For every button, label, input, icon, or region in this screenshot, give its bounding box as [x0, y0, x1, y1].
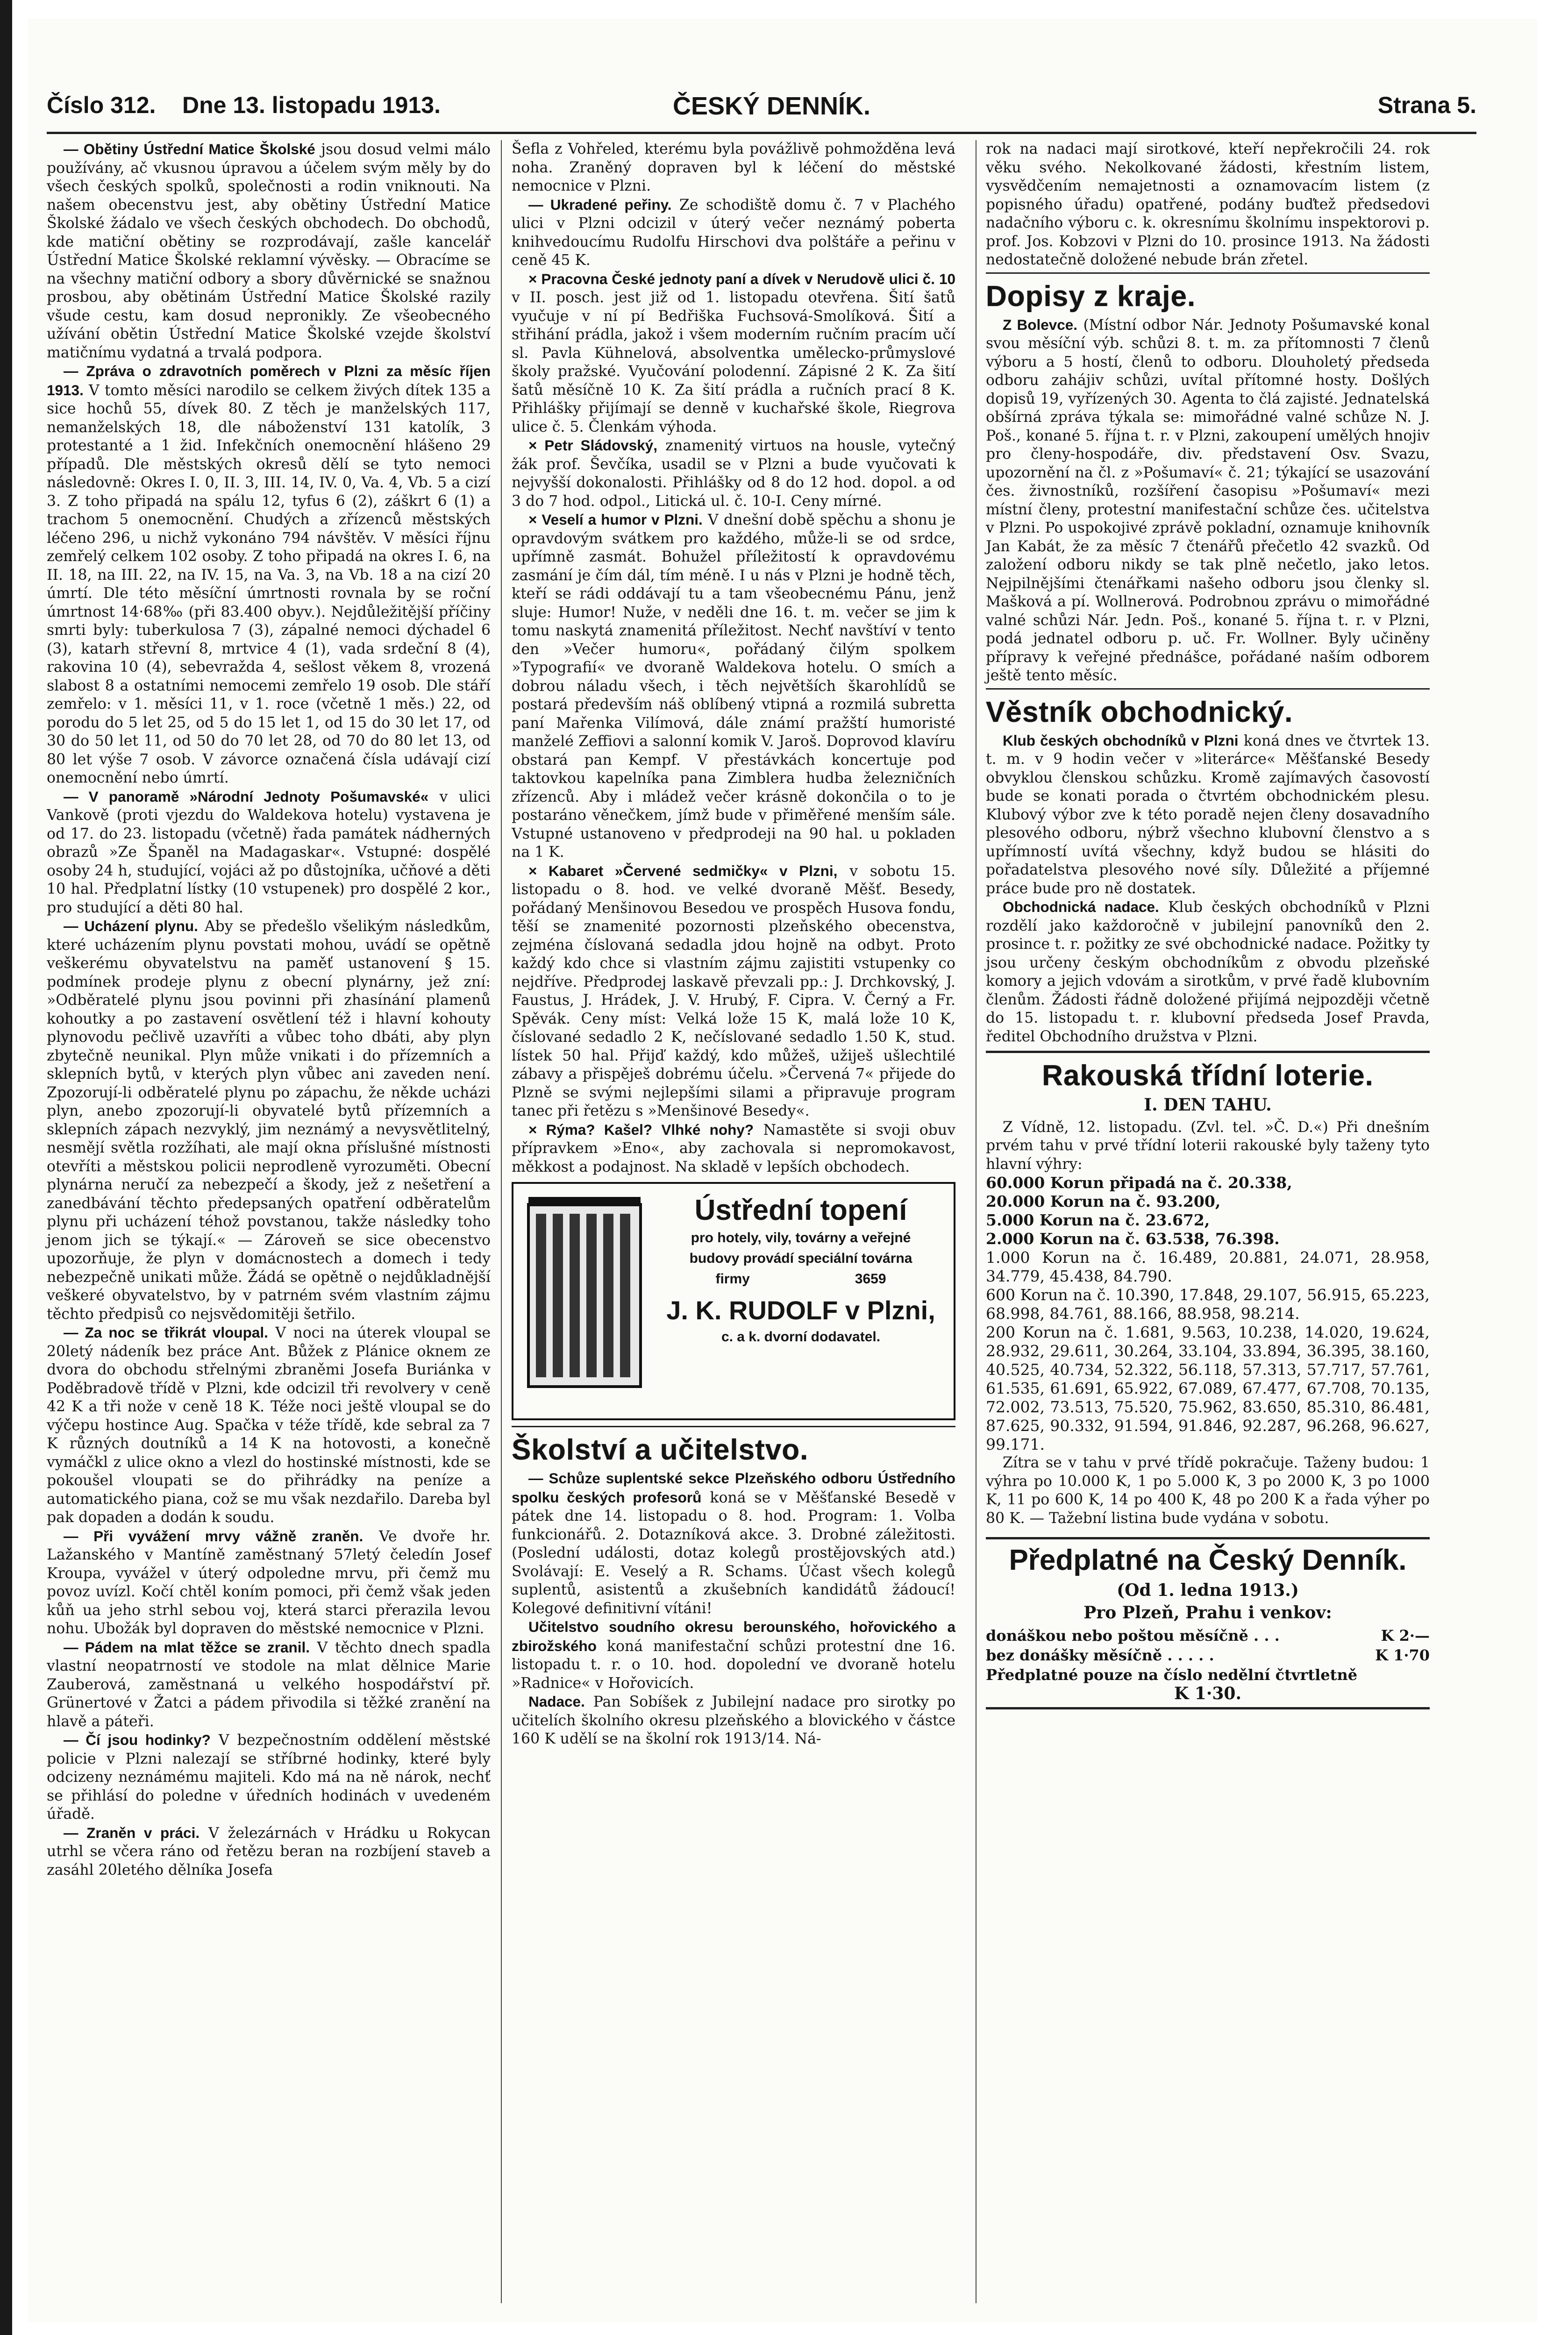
article-body: V bezpečnostním oddělení městské policie v Plzni nalezají se stříbrné hodinky, které byly odcizeny neznámému majiteli. Kdo má na ně nárok, nechť se přihlásí do poledne v úředních hodinách v uvedeném úřadě.	[47, 1732, 491, 1822]
ad-title: Ústřední topení	[694, 1194, 907, 1226]
article-headline: × Pracovna České jednoty paní a dívek v Nerudově ulici č. 10	[528, 270, 955, 287]
article-headline: Z Bolevce.	[1003, 316, 1078, 333]
article-headline: — Obětiny Ústřední Matice Školské	[64, 141, 315, 157]
article	[512, 1121, 955, 1177]
article	[47, 1527, 491, 1638]
subscription-row-value: K 2·—	[1381, 1627, 1430, 1644]
subscription-box	[986, 1537, 1430, 1709]
article-body: Klub českých obchodníků v Plzni rozdělí jako každoročně v jubilejní panovníků den 2. prosince t. r. požitky ze své obchodnické nadace. Požitky ty jsou určeny českým obchodníkům z obvodu plzeňské komory a jejich vdovám a sirotkům, v prvé řadě klubovním členům. Žádosti řádně doložené přijímá nejpozději včetně do 15. listopadu t. r. klubovní předseda Josef Pravda, ředitel Obchodního družstva v Plzni.	[986, 899, 1430, 1045]
lottery-prize: 20.000 Korun na č. 93.200,	[986, 1192, 1221, 1210]
article-headline: — Ukradené peřiny.	[528, 196, 672, 213]
subscription-row	[986, 1645, 1430, 1665]
page-header	[47, 92, 1476, 129]
article-headline: × Petr Sládovský,	[528, 437, 658, 454]
article-body: Ve dvoře hr. Lažanského v Mantíně zaměstnaný 57letý čeledín Josef Kroupa, vyvážel v úterý odpoledne mrvu, při čemž mu povoz uvízl. Kočí chtěl koním pomoci, při čemž však jeden kůň ua jeho strhl sebou voj, která starci přerazila levou nohu. Ubožák byl dopraven do městské nemocnice v Plzni.	[47, 1528, 491, 1637]
article-body: koná dnes ve čtvrtek 13. t. m. v 9 hodin večer v »literárce« Měšťanské Besedy obvyklou členskou schůzku. Kromě zajímavých časovostí bude se konati porada o čtvrtém obchodnickém plesu. Klubový výbor zve k této poradě nejen členy dosavadního plesového odboru, nýbrž všechno klubovní členstvo a s upřímností uvítá všechny, když budou se hlásiti do pořadatelstva plesového nové síly. Důležité a příjemné práce bude pro ně dostatek.	[986, 732, 1430, 897]
subscription-row-label: Předplatné pouze na číslo nedělní čtvrtletně	[986, 1666, 1358, 1684]
subscription-row-label: donáškou nebo poštou měsíčně . . .	[986, 1627, 1280, 1644]
section-title: Dopisy z kraje.	[986, 280, 1196, 313]
lottery-prize: 5.000 Korun na č. 23.672,	[986, 1211, 1210, 1229]
article	[47, 1824, 491, 1880]
article	[986, 732, 1430, 898]
article-headline: Obchodnická nadace.	[1003, 898, 1159, 915]
section-title: Školství a učitelstvo.	[512, 1434, 809, 1466]
article-body: V železárnách v Hrádku u Rokycan utrhl se včera ráno od řetězu beran na rozbíjení staveb a zasáhl 20letého dělníka Josefa	[47, 1824, 491, 1879]
article	[512, 270, 955, 437]
lottery-intro: Z Vídně, 12. listopadu. (Zvl. tel. »Č. D.«) Při dnešním prvém tahu v prvé třídní loterii rakouské byly taženy tyto hlavní výhry:	[986, 1118, 1430, 1173]
issue-number: Číslo 312.	[47, 92, 156, 118]
article-headline: — Při vyvážení mrvy vážně zraněn.	[64, 1527, 363, 1545]
article-headline: — Pádem na mlat těžce se zranil.	[64, 1638, 310, 1656]
ad-company: J. K. RUDOLF v Plzni,	[666, 1296, 935, 1325]
article	[986, 898, 1430, 1046]
article-body: V těchto dnech spadla vlastní neopatrností ve stodole na mlat dělnice Marie Zauberová, zaměstnaná u velkého hospodářství př. Grünertové v Žatci a pádem přivodila si těžké zranění na hlavě a páteři.	[47, 1639, 491, 1730]
subscription-row	[986, 1665, 1430, 1685]
article-headline: Nadace.	[528, 1693, 585, 1710]
article-body: Ze schodiště domu č. 7 v Plachého ulici v Plzni odcizil v úterý večer neznámý poberta knihvedoucímu Rudolfu Hirschovi dva polštáře a peřinu v ceně 45 K.	[512, 196, 955, 269]
article-body: koná se v Měšťanské Besedě v pátek dne 14. listopadu o 8. hod. Program: 1. Volba funkcionářů. 2. Dotazníková akce. 3. Drobné záležitosti. (Poslední události, dotaz kolegů prostějovských atd.) Svolávají: E. Veselý a R. Schams. Účast všech kolegů suplentů, asistentů a zkušebních kandidátů žádoucí! Kolegové definitivní vítáni!	[512, 1489, 955, 1617]
article	[47, 140, 491, 362]
article-body: V dnešní době spěchu a shonu je opravdovým svátkem pro každého, může-li se od srdce, upřímně zasmát. Bohužel příležitostí k opravdovému zasmání je čím dál, tím méně. I u nás v Plzni je hodně těch, kteří se rádi oddávají tu a tam všeobecnému Pánu, jenž sluje: Humor! Nuže, v neděli dne 16. t. m. večer se jim k tomu naskytá znamenitá příležitost. Nechť navštíví v tento den »Večer humoru«, pořádaný čilým spolkem »Typografií« ve dvoraně Waldekova hotelu. O smích a dobrou náladu všech, i těch největších škarohlídů se postará především náš oblíbený vtipná a rozmilá subretta paní Mařenka Vilímová, dále známí pražští humoristé manželé Zeffiovi a salonní komik V. Jaroš. Doprovod klavíru obstará pan Kempf. V přestávkách koncertuje pod taktovkou kapelníka pana Zimblera hudba železničních zřízenců. Aby i mládež večer krásně dokončila o to je postaráno věnečkem, jímž bude v přiměřené menším sále. Vstupné ustanoveno v předprodeji na 90 hal. u pokladen na 1 K.	[512, 512, 955, 861]
article	[47, 1324, 491, 1527]
article	[512, 1693, 955, 1749]
article	[512, 1618, 955, 1693]
section-title: Rakouská třídní loterie.	[1042, 1060, 1374, 1092]
radiator-icon	[524, 1195, 645, 1391]
masthead: ČESKÝ DENNÍK.	[673, 92, 871, 120]
article-headline: — Ucházení plynu.	[64, 918, 198, 934]
article	[47, 788, 491, 918]
lottery-prize: 1.000 Korun na č. 16.489, 20.881, 24.071, 28.958, 34.779, 45.438, 84.790.	[986, 1248, 1430, 1285]
article-body: v II. posch. jest již od 1. listopadu otevřena. Šití šatů vyučuje v ní pí Bedřiška Fuchsová-Smolíková. Šití a střihání prádla, jakož i všem moderním ručním pracím učí sl. Pavla Kühnelová, absolventka umělecko-průmyslové školy pražské. Vyučování polodenní. Zápisné 2 K. Za šití šatů měsíčně 10 K. Za šití prádla a ručních prací 8 K. Přihlášky přijímají se denně v kuchařské škole, Riegrova ulice č. 5. Členkám výhoda.	[512, 289, 955, 435]
lottery-note: Zítra se v tahu v prvé třídě pokračuje. Taženy budou: 1 výhra po 10.000 K, 1 po 5.000 K, 3 po 2000 K, 3 po 1000 K, 11 po 600 K, 14 po 400 K, 48 po 200 K a řada výher po 80 K. — Tažební listina bude vydána v sobotu.	[986, 1454, 1430, 1527]
ad-text	[663, 1193, 939, 1347]
article-body: v ulici Vankově (proti vjezdu do Waldekova hotelu) vystavena je od 17. do 23. listopadu (včetně) řada památek nádherných obrazů »Ze Španěl na Madagaskar«. Vstupné: dospělé osoby 24 h, studující, vojáci až po důstojníka, učňové a děti 10 hal. Předplatní lístky (10 vstupenek) pro dospělé 2 kor., pro studující a děti 80 hal.	[47, 788, 491, 916]
column-1	[47, 140, 491, 1879]
article-body: Namastěte si svoji obuv přípravkem »Eno«, aby zachovala si nepromokavost, měkkost a podajnost. Na skladě v lepších obchodech.	[512, 1121, 956, 1175]
article	[512, 511, 955, 862]
subscription-row-value: K 1·30.	[1174, 1684, 1242, 1703]
article-headline: — Zraněn v práci.	[64, 1824, 200, 1841]
heating-advertisement	[512, 1182, 955, 1420]
article-body: (Místní odbor Nár. Jednoty Pošumavské konal svou měsíční výb. schůzi 8. t. m. za přítomnosti 7 členů výboru a 5 hostí, členů to odboru. Dlouholetý předseda odboru zahájiv schůzi, uvítal přítomné hosty. Došlých dopisů 19, vyřízených 30. Agenta to člá zajisté. Jednatelská obšírná zpráva týkala se: mimořádné valné schůze N. J. Poš., konané 5. října t. r. v Plzni, zakoupení umělých hnojiv pro členy-hospodáře, div. představení Osv. Svazu, upozornění na čl. z »Pošumaví« č. 21; týkající se usazování čes. živnostníků, rozšíření časopisu »Pošumaví« mezi místní členy, protestní manifestační schůze čes. učitelstva v Plzni. Po uspokojivé zprávě pokladní, oznamuje knihovník Jan Kabát, že za měsíc 7 čtenářů přečetlo 42 svazků. Od založení odboru nikdy se tak plně nečetlo, jako letos. Nejpilnějšími čtenářkami našeho odboru jsou členky sl. Mašková a pí. Wollnerová. Podrobnou zprávu o mimořádné valné schůzi Nár. Jedn. Poš., konané 5. října t. r. v Plzni, podá jednatel odboru p. uč. Fr. Wollner. Byly učiněny přípravy k veřejné přednášce, pořádané naším odborem ještě tento měsíc.	[986, 316, 1430, 684]
subscription-where: Pro Plzeň, Prahu i venkov:	[1083, 1602, 1332, 1623]
article	[512, 862, 955, 1121]
article	[512, 436, 955, 511]
column-rule-1	[501, 140, 502, 2303]
article	[47, 1638, 491, 1731]
section-rule	[986, 272, 1430, 274]
article-headline: Učitelstvo soudního okresu berounského, hořovického a zbirožského	[512, 1618, 955, 1654]
lottery-prize: 60.000 Korun připadá na č. 20.338,	[986, 1174, 1292, 1192]
article-headline: × Rýma? Kašel? Vlhké nohy?	[528, 1121, 754, 1138]
ad-line-firm: firmy	[715, 1271, 750, 1287]
article-body: V noci na úterek vloupal se 20letý nádeník bez práce Ant. Bůžek z Plánice oknem ze dvora do obchodu střelnými zbraněmi Josefa Buriánka v Poděbradově třídě v Plzni, kde odcizil tři revolvery v ceně 42 K a tři nože v ceně 18 K. Téže noci ještě vloupal se do výčepu hostince Aug. Spačka v téže třídě, kde sebral za 7 K různých doutníků a 14 K na hotovosti, a konečně vymáčkl z ulice okno a vlezl do hostinské místnosti, kde se pokoušel vloupati se do přihrádky na peníze a automatického piana, což se mu však nezdařilo. Dareba byl pak dopaden a dodán k soudu.	[47, 1324, 491, 1526]
article-headline: — Za noc se třikrát vloupal.	[64, 1324, 268, 1341]
article	[512, 196, 955, 270]
ad-line: pro hotely, vily, továrny a veřejné	[691, 1230, 911, 1246]
subscription-row	[986, 1626, 1430, 1645]
article	[512, 1469, 955, 1618]
article-headline: — Schůze suplentské sekce Plzeňského odboru Ústředního spolku českých profesorů	[512, 1470, 955, 1506]
article-body: Pan Sobíšek z Jubilejní nadace pro sirotky po učitelích školního okresu plzeňského a blovického v částce 160 K udělí se na školní rok 1913/14. Ná-	[512, 1694, 955, 1747]
lottery-prize: 200 Korun na č. 1.681, 9.563, 10.238, 14.020, 19.624, 28.932, 29.611, 30.264, 33.104, 33.894, 36.395, 38.160, 40.525, 40.734, 52.322, 56.118, 57.313, 57.717, 57.761, 61.535, 61.691, 65.922, 67.089, 67.477, 67.708, 70.135, 72.002, 73.513, 75.520, 75.962, 83.650, 85.310, 86.481, 87.625, 90.332, 91.594, 91.846, 92.287, 96.268, 96.627, 99.171.	[986, 1323, 1430, 1453]
article-body: Aby se předešlo všelikým následkům, které ucházením plynu povstati mohou, uvádí se opětně veškerému obyvatelstvu na paměť ustanovení § 15. podmínek prodeje plynu z obecní plynárny, jež zní: »Odběratelé plynu jsou povinni při zhasínání plamenů kohoutky a po zastavení osvětlení též i hlavní kohouty plynovodu pečlivě uzavříti a vůbec toho dbáti, aby plyn zbytečně neunikal. Plyn může vnikati i do přízemních a sklepních bytů, v kterých plyn vůbec ani zaveden není. Zpozorují-li odběratelé plynu po zápachu, že někde ucházi plyn, anebo zpozorují-li obyvatelé bytů přízemních a sklepních zápach nezvyklý, jim neznámý a nevysvětlitelný, nesmějí světla rozžíhati, ale mají okna příslušné místnosti otevříti a městskou policii neprodleně vyrozuměti. Obecní plynárna neručí za nebezpečí a škody, jež z nešetření a zanedbávání těchto předepsaných opatření odběratelům plynu při ucházení téhož povstanou, takže následky toho jenom jich se týkají.« — Zároveň se sice obecenstvo upozorňuje, že plyn v domácnostech a domech i tedy nebezpečně unikati může. Žádá se opětně o nejdůkladnější veškeré obyvatelstvo, by v patrném svém vlastním zájmu těchto předpisů co nejsvědomitěji šetřilo.	[47, 918, 491, 1323]
article	[512, 140, 955, 196]
subscription-title: Předplatné na Český Denník.	[1009, 1544, 1407, 1576]
ad-line	[663, 1269, 939, 1289]
section-title: Věstník obchodnický.	[986, 696, 1293, 728]
subscription-since: (Od 1. ledna 1913.)	[1117, 1580, 1299, 1600]
article	[986, 316, 1430, 685]
article	[47, 1731, 491, 1824]
article	[47, 362, 491, 788]
article-headline: × Veselí a humor v Plzni.	[528, 511, 703, 528]
section-rule	[512, 1426, 955, 1427]
article-headline: — Zpráva o zdravotních poměrech v Plzni za měsíc říjen 1913.	[47, 363, 491, 399]
page-number: Strana 5.	[1377, 92, 1476, 118]
article-headline: × Kabaret »Červené sedmičky« v Plzni,	[528, 862, 838, 879]
article-headline: — V panoramě »Národní Jednoty Pošumavské«	[64, 788, 429, 805]
article-body: rok na nadaci mají sirotkové, kteří nepřekročili 24. rok věku svého. Nekolkované žádosti, křestním listem, vysvědčením nemajetnosti a oznamovacím listem (z popisného úřadu) opatřené, podány buďtež předsedovi nadačního výboru c. k. okresnímu školnímu inspektorovi p. prof. Jos. Kobzovi v Plzni do 10. prosince 1913. Na žádosti nedostatečně doložené nebude brán zřetel.	[986, 141, 1430, 268]
issue-date: Dne 13. listopadu 1913.	[182, 92, 441, 118]
column-2	[512, 140, 955, 1749]
ad-subtitle: c. a k. dvorní dodavatel.	[721, 1329, 881, 1345]
lottery-prize: 2.000 Korun na č. 63.538, 76.398.	[986, 1230, 1280, 1248]
article-body: znamenitý virtuos na housle, vytečný žák prof. Ševčíka, usadil se v Plzni a bude vyučovati k nejvyšší dokonalosti. Přihlášky od 8 do 12 hod. dopol. a od 3 do 7 hod. odpol., Litická ul. č. 10-I. Ceny mírné.	[512, 437, 955, 510]
scan-edge	[0, 0, 12, 2335]
header-rule	[47, 132, 1476, 134]
article-headline: Klub českých obchodníků v Plzni	[1003, 732, 1239, 749]
article-body: koná manifestační schůzi protestní dne 16. listopadu t. r. o 10. hod. dopolední ve dvoraně hotelu »Radnice« v Hořovicích.	[512, 1637, 955, 1692]
lottery-prize: 600 Korun na č. 10.390, 17.848, 29.107, 56.915, 65.223, 68.998, 84.761, 88.166, 88.958, 98.214.	[986, 1286, 1430, 1323]
section-rule	[986, 688, 1430, 690]
article-headline: — Čí jsou hodinky?	[64, 1731, 211, 1748]
article-body: V tomto měsíci narodilo se celkem živých dítek 135 a sice hochů 55, dívek 80. Z těch je manželských 117, nemanželských 18, dle náboženství 131 katolík, 3 protestanté a 1 žid. Infekčních onemocnění hlášeno 29 případů. Dle městských okresů dělí se tyto nemoci následovně: Okres I. 0, II. 3, III. 14, IV. 0, Va. 4, Vb. 5 a cizí 3. Z toho připadá na spálu 12, tyfus 6 (2), záškrt 6 (1) a trachom 5 onemocnění. Chudých a zřízenců městských léčeno 296, u nichž vykonáno 794 návštěv. V měsíci říjnu zemřelý celkem 102 osoby. Z toho připadá na okres I. 6, na II. 18, na III. 22, na IV. 15, na Va. 3, na Vb. 18 a na cizí 20 úmrtí. Dle této měsíční úmrtnosti rovnala by se roční úmrtnost 14·68‰ (při 83.400 obyv.). Nejdůležitější příčiny smrti byly: tuberkulosa 7 (3), zápalné nemoci dýchadel 6 (3), katarh střevní 8, mrtvice 4 (1), vada srdeční 8 (4), rakovina 10 (4), sebevražda 4, sešlost věkem 8, vrozená slabost 8 a ostatními nemocemi zemřelo 19 osob. Dle stáří zemřelo: v 1. měsíci 11, v 1. roce (včetně 1 měs.) 22, od porodu do 5 let 25, od 5 do 15 let 1, od 15 do 30 let 17, od 30 do 50 let 11, od 50 do 70 let 28, od 70 do 80 let 13, od 80 let výše 7 osob. V závorce označená čísla udávají cizí onemocnění nebo úmrtí.	[47, 382, 491, 786]
article-body: jsou dosud velmi málo používány, ač vkusnou úpravou a účelem svým měly by do všech českých spolků, společnosti a rodin vniknouti. Na našem obecenstvu jest, aby obětiny Ústřední Matice Školské žádalo ve všech českých obchodech. Do obchodů, kde matiční obětiny se rozprodávají, zašle kancelář Ústřední Matice Školské reklamní vývěsky. — Obracíme se na všechny matiční odbory a sbory důvěrnické se snažnou prosbou, aby obětinám Ústřední Matice Školské razily všude cestu, kam dosud nepronikly. Ze všeobecného užívání obětin Ústřední Matice Školské vzejde školství matičnímu vydatná a trvalá podpora.	[47, 141, 491, 361]
lottery-subtitle: I. DEN TAHU.	[1144, 1095, 1272, 1115]
subscription-row-label: bez donášky měsíčně . . . . .	[986, 1646, 1214, 1664]
article-body: v sobotu 15. listopadu o 8. hod. ve velké dvoraně Měšť. Besedy, pořádaný Menšinovou Besedou ve prospěch Husova fondu, těší se znamenité pozornosti plzeňského obecenstva, zejména číslovaná sedadla jdou hojně na odbyt. Proto každý kdo chce si vlastním zájmu zajistiti vstupenky co nejdříve. Předprodej laskavě převzali pp.: J. Drchkovský, J. Faustus, J. Hrádek, J. V. Hrubý, F. Cipra. V. Černý a Fr. Spěvák. Ceny míst: Velká lože 15 K, malá lože 10 K, číslované sedadlo 2 K, nečíslované sedadlo 1.50 K, stud. lístek 50 hal. Přijď každý, kdo můžeš, užiješ ušlechtilé zábavy a přispěješ dobrému účelu. »Červená 7« přijede do Plzně se svými nejlepšími silami a připravuje program tanec při řetězu s »Menšinové Besedy«.	[512, 862, 955, 1119]
subscription-row-value: K 1·70	[1375, 1646, 1430, 1664]
article-body: Šefla z Vohřeled, kterému byla povážlivě pohmožděna levá noha. Zraněný dopraven byl k léčení do městské nemocnice v Plzni.	[512, 141, 955, 194]
column-3	[986, 140, 1430, 1709]
section-rule	[986, 1051, 1430, 1053]
ad-line-number: 3659	[855, 1271, 886, 1287]
ad-line: budovy provádí speciální továrna	[689, 1251, 912, 1266]
article	[47, 917, 491, 1324]
